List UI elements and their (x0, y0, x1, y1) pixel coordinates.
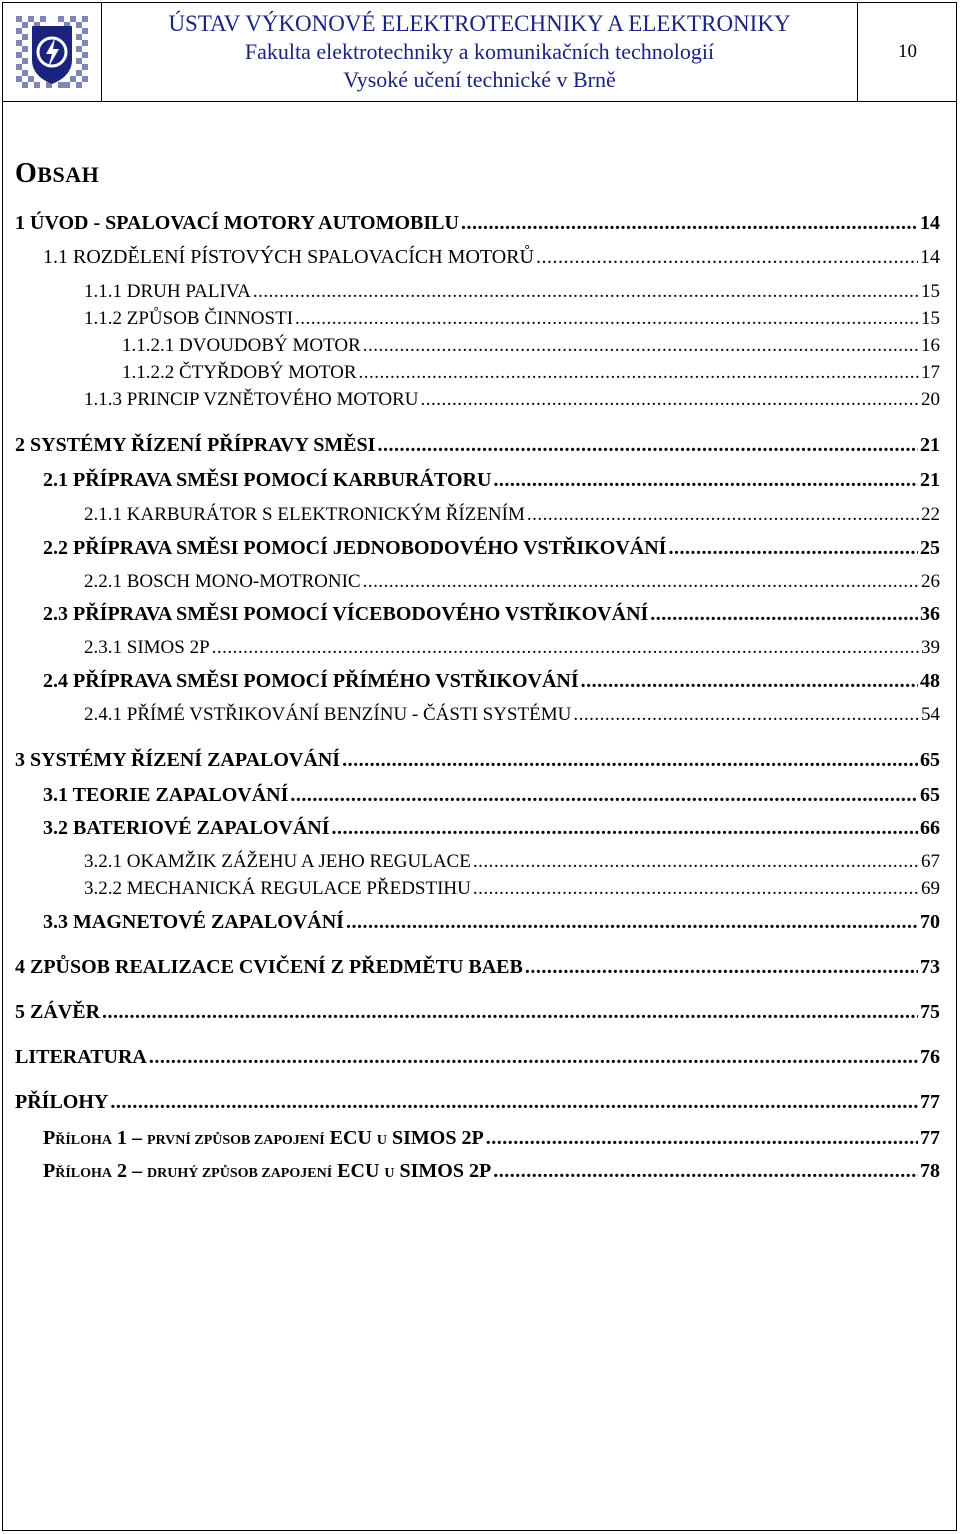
toc-entry-page: 15 (921, 281, 940, 302)
toc-entry[interactable] (43, 469, 940, 492)
toc-entry-page: 15 (921, 308, 940, 329)
toc-entry-page: 25 (920, 537, 940, 559)
toc-entry-label: 3.1 TEORIE ZAPALOVÁNÍ (43, 784, 289, 806)
toc-entry-label: 2.4 PŘÍPRAVA SMĚSI POMOCÍ PŘÍMÉHO VSTŘIKOVÁNÍ (43, 670, 579, 692)
toc-heading-initial: O (15, 158, 38, 189)
institute-name: ÚSTAV VÝKONOVÉ ELEKTROTECHNIKY A ELEKTRONIKY (168, 11, 791, 36)
toc-entry[interactable] (122, 362, 940, 384)
toc-entry[interactable] (15, 1001, 940, 1024)
toc-leader-dots (493, 469, 918, 492)
appendix-prefix: P (43, 1127, 56, 1149)
toc-entry-page: 66 (920, 817, 940, 839)
appendix-ecu: ECU (332, 1160, 385, 1182)
toc-entry-label: 5 ZÁVĚR (15, 1001, 101, 1023)
toc-appendix-label (43, 1160, 491, 1183)
toc-leader-dots (149, 1046, 918, 1069)
toc-entry-label: 2.3 PŘÍPRAVA SMĚSI POMOCÍ VÍCEBODOVÉHO VSTŘIKOVÁNÍ (43, 603, 649, 625)
toc-entry-label: LITERATURA (15, 1046, 147, 1068)
toc-entry-label: 2.4.1 PŘÍMÉ VSTŘIKOVÁNÍ BENZÍNU - ČÁSTI SYSTÉMU (84, 704, 572, 725)
toc-entry[interactable] (84, 637, 940, 659)
toc-leader-dots (363, 335, 919, 357)
toc-entry-page: 17 (921, 362, 940, 383)
toc-entry[interactable] (43, 784, 940, 807)
toc-entry[interactable] (122, 335, 940, 357)
toc-entry-label: 3.2 BATERIOVÉ ZAPALOVÁNÍ (43, 817, 330, 839)
toc-leader-dots (346, 911, 918, 934)
header-title-block (102, 2, 858, 102)
toc-entry-label: 3.2.2 MECHANICKÁ REGULACE PŘEDSTIHU (84, 878, 471, 899)
appendix-u: U (376, 1133, 388, 1148)
toc-leader-dots (295, 308, 919, 330)
toc-entry-label: 2.1.1 KARBURÁTOR S ELEKTRONICKÝM ŘÍZENÍM (84, 504, 525, 525)
toc-entry-page: 48 (920, 670, 940, 692)
toc-leader-dots (363, 571, 919, 593)
toc-entry-label: 4 ZPŮSOB REALIZACE CVIČENÍ Z PŘEDMĚTU BAEB (15, 956, 523, 978)
toc-leader-dots (650, 603, 918, 626)
toc-entry-label: 2.2.1 BOSCH MONO-MOTRONIC (84, 571, 361, 592)
appendix-ecu: ECU (324, 1127, 377, 1149)
toc-entry-page: 20 (921, 389, 940, 410)
toc-entry-label: 3 SYSTÉMY ŘÍZENÍ ZAPALOVÁNÍ (15, 749, 341, 771)
toc-leader-dots (461, 212, 918, 235)
appendix-simos: SIMOS 2P (394, 1160, 492, 1182)
toc-entry-label: 2 SYSTÉMY ŘÍZENÍ PŘÍPRAVY SMĚSI (15, 434, 376, 456)
toc-entry-page: 14 (920, 212, 940, 234)
toc-entry-page: 65 (920, 749, 940, 771)
toc-appendix-label (43, 1127, 484, 1150)
appendix-title: PRVNÍ ZPŮSOB ZAPOJENÍ (147, 1133, 325, 1148)
toc-leader-dots (668, 537, 918, 560)
toc-entry[interactable] (84, 851, 940, 873)
toc-entry-label: 1.1.1 DRUH PALIVA (84, 281, 251, 302)
toc-entry-label: 3.3 MAGNETOVÉ ZAPALOVÁNÍ (43, 911, 344, 933)
toc-entry[interactable] (84, 308, 940, 330)
toc-appendix-entry[interactable] (43, 1160, 940, 1183)
toc-entry[interactable] (43, 911, 940, 934)
toc-entry[interactable] (15, 434, 940, 457)
toc-entry-page: 21 (920, 469, 940, 491)
toc-leader-dots (525, 956, 918, 979)
toc-entry[interactable] (84, 704, 940, 726)
toc-leader-dots (581, 670, 918, 693)
toc-leader-dots (359, 362, 919, 384)
toc-leader-dots (253, 281, 919, 303)
toc-entry[interactable] (15, 1046, 940, 1069)
toc-leader-dots (527, 504, 919, 526)
appendix-simos: SIMOS 2P (387, 1127, 484, 1149)
toc-entry-page: 67 (921, 851, 940, 872)
toc-entry-label: 1.1.2 ZPŮSOB ČINNOSTI (84, 308, 294, 329)
toc-entry[interactable] (43, 670, 940, 693)
university-name: Vysoké učení technické v Brně (343, 67, 616, 92)
toc-entry-page: 76 (920, 1046, 940, 1068)
appendix-number: 1 – (112, 1127, 148, 1149)
toc-entry-page: 77 (920, 1127, 940, 1149)
toc-leader-dots (342, 749, 918, 772)
toc-entry-page: 36 (920, 603, 940, 625)
toc-entry-label: 1.1 ROZDĚLENÍ PÍSTOVÝCH SPALOVACÍCH MOTORŮ (43, 246, 534, 268)
faculty-name: Fakulta elektrotechniky a komunikačních technologií (244, 39, 715, 64)
toc-appendix-entry[interactable] (43, 1127, 940, 1150)
appendix-word: ŘÍLOHA (55, 1166, 113, 1181)
toc-leader-dots (486, 1127, 918, 1150)
toc-entry[interactable] (84, 504, 940, 526)
toc-leader-dots (212, 637, 919, 659)
toc-entry[interactable] (43, 246, 940, 269)
appendix-title: DRUHÝ ZPŮSOB ZAPOJENÍ (147, 1166, 333, 1181)
toc-entry-page: 77 (920, 1091, 940, 1113)
toc-leader-dots (573, 704, 919, 726)
toc-entry-page: 16 (921, 335, 940, 356)
page-header (2, 2, 957, 102)
appendix-prefix: P (43, 1160, 56, 1182)
toc-entry[interactable] (15, 212, 940, 235)
toc-heading (15, 158, 99, 190)
toc-entry-page: 14 (920, 246, 940, 268)
toc-entry[interactable] (84, 571, 940, 593)
toc-entry-label: 2.3.1 SIMOS 2P (84, 637, 210, 658)
toc-entry[interactable] (84, 389, 940, 411)
toc-entry-page: 70 (920, 911, 940, 933)
toc-entry-label: 2.2 PŘÍPRAVA SMĚSI POMOCÍ JEDNOBODOVÉHO VSTŘIKOVÁNÍ (43, 537, 667, 559)
toc-entry[interactable] (43, 603, 940, 626)
toc-entry-page: 22 (921, 504, 940, 525)
toc-entry[interactable] (84, 281, 940, 303)
appendix-word: ŘÍLOHA (55, 1133, 113, 1148)
toc-entry-label: 1.1.2.2 ČTYŘDOBÝ MOTOR (122, 362, 357, 383)
toc-entry-page: 78 (920, 1160, 940, 1182)
appendix-u: U (384, 1166, 395, 1181)
toc-entry-label: 2.1 PŘÍPRAVA SMĚSI POMOCÍ KARBURÁTORU (43, 469, 492, 491)
toc-leader-dots (420, 389, 919, 411)
toc-entry[interactable] (15, 956, 940, 979)
toc-entry[interactable] (43, 537, 940, 560)
toc-entry-page: 54 (921, 704, 940, 725)
toc-entry[interactable] (43, 817, 940, 840)
toc-entry-label: PŘÍLOHY (15, 1091, 109, 1113)
toc-leader-dots (536, 246, 918, 269)
toc-entry-page: 75 (920, 1001, 940, 1023)
toc-entry-page: 73 (920, 956, 940, 978)
toc-entry-page: 26 (921, 571, 940, 592)
toc-entry-page: 21 (920, 434, 940, 456)
logo-cell (2, 2, 102, 102)
toc-leader-dots (473, 878, 919, 900)
toc-entry-label: 3.2.1 OKAMŽIK ZÁŽEHU A JEHO REGULACE (84, 851, 471, 872)
toc-leader-dots (377, 434, 918, 457)
toc-heading-rest: BSAH (37, 162, 100, 187)
toc-entry-page: 69 (921, 878, 940, 899)
toc-entry-page: 65 (920, 784, 940, 806)
toc-leader-dots (110, 1091, 918, 1114)
toc-leader-dots (493, 1160, 918, 1183)
toc-entry[interactable] (15, 1091, 940, 1114)
toc-entry-label: 1.1.3 PRINCIP VZNĚTOVÉHO MOTORU (84, 389, 419, 410)
toc-leader-dots (332, 817, 918, 840)
toc-entry-page: 39 (921, 637, 940, 658)
toc-entry[interactable] (15, 749, 940, 772)
toc-entry-label: 1.1.2.1 DVOUDOBÝ MOTOR (122, 335, 361, 356)
toc-leader-dots (102, 1001, 918, 1024)
page-number: 10 (898, 41, 917, 62)
toc-leader-dots (290, 784, 918, 807)
toc-entry[interactable] (84, 878, 940, 900)
toc-leader-dots (473, 851, 919, 873)
appendix-number: 2 – (112, 1160, 148, 1182)
university-shield-logo-icon (2, 2, 102, 102)
toc-entry-label: 1 ÚVOD - SPALOVACÍ MOTORY AUTOMOBILU (15, 212, 459, 234)
